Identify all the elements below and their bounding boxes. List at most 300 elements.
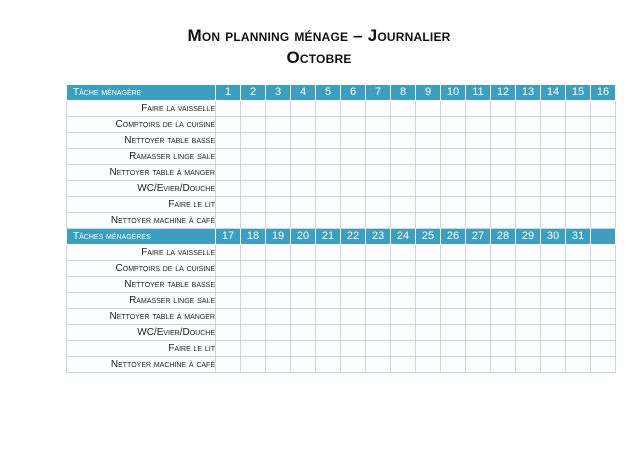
check-cell[interactable] — [241, 149, 266, 165]
task-row — [67, 245, 616, 261]
check-cell[interactable] — [566, 325, 591, 341]
check-cell[interactable] — [566, 101, 591, 117]
check-cell[interactable] — [241, 341, 266, 357]
page-title: Mon planning ménage – Journalier — [187, 26, 451, 45]
check-cell[interactable] — [216, 325, 241, 341]
check-cell[interactable] — [441, 117, 466, 133]
check-cell[interactable] — [216, 181, 241, 197]
check-cell[interactable] — [541, 213, 566, 229]
check-cell[interactable] — [416, 309, 441, 325]
check-cell[interactable] — [591, 293, 616, 309]
check-cell[interactable] — [491, 245, 516, 261]
check-cell[interactable] — [316, 293, 341, 309]
check-cell[interactable] — [491, 181, 516, 197]
check-cell[interactable] — [241, 261, 266, 277]
check-cell[interactable] — [341, 101, 366, 117]
check-cell[interactable] — [566, 245, 591, 261]
check-cell[interactable] — [416, 357, 441, 373]
check-cell[interactable] — [541, 309, 566, 325]
check-cell[interactable] — [291, 181, 316, 197]
check-cell[interactable] — [241, 277, 266, 293]
check-cell[interactable] — [241, 245, 266, 261]
check-cell[interactable] — [491, 293, 516, 309]
check-cell[interactable] — [341, 245, 366, 261]
check-cell[interactable] — [391, 149, 416, 165]
check-cell[interactable] — [316, 341, 341, 357]
check-cell[interactable] — [341, 293, 366, 309]
check-cell[interactable] — [266, 309, 291, 325]
day-header: 10 — [441, 85, 466, 101]
check-cell[interactable] — [366, 245, 391, 261]
check-cell[interactable] — [416, 197, 441, 213]
check-cell[interactable] — [366, 165, 391, 181]
check-cell[interactable] — [441, 293, 466, 309]
check-cell[interactable] — [366, 325, 391, 341]
check-cell[interactable] — [466, 293, 491, 309]
check-cell[interactable] — [441, 197, 466, 213]
task-label: WC/Evier/Douche — [67, 181, 216, 197]
check-cell[interactable] — [291, 309, 316, 325]
check-cell[interactable] — [341, 277, 366, 293]
day-header: 6 — [341, 85, 366, 101]
check-cell[interactable] — [366, 293, 391, 309]
check-cell[interactable] — [341, 133, 366, 149]
check-cell[interactable] — [366, 341, 391, 357]
check-cell[interactable] — [441, 213, 466, 229]
check-cell[interactable] — [466, 261, 491, 277]
check-cell[interactable] — [591, 197, 616, 213]
check-cell[interactable] — [391, 197, 416, 213]
check-cell[interactable] — [416, 245, 441, 261]
day-header: 15 — [566, 85, 591, 101]
check-cell[interactable] — [416, 213, 441, 229]
check-cell[interactable] — [566, 261, 591, 277]
check-cell[interactable] — [591, 261, 616, 277]
check-cell[interactable] — [241, 101, 266, 117]
check-cell[interactable] — [266, 277, 291, 293]
check-cell[interactable] — [466, 117, 491, 133]
check-cell[interactable] — [516, 165, 541, 181]
check-cell[interactable] — [216, 341, 241, 357]
task-label: Nettoyer table à manger — [67, 165, 216, 181]
check-cell[interactable] — [341, 117, 366, 133]
check-cell[interactable] — [591, 245, 616, 261]
check-cell[interactable] — [291, 325, 316, 341]
check-cell[interactable] — [516, 261, 541, 277]
check-cell[interactable] — [391, 277, 416, 293]
check-cell[interactable] — [316, 309, 341, 325]
check-cell[interactable] — [591, 133, 616, 149]
check-cell[interactable] — [541, 181, 566, 197]
check-cell[interactable] — [466, 149, 491, 165]
check-cell[interactable] — [416, 341, 441, 357]
check-cell[interactable] — [366, 357, 391, 373]
check-cell[interactable] — [266, 117, 291, 133]
check-cell[interactable] — [591, 213, 616, 229]
check-cell[interactable] — [516, 101, 541, 117]
task-label: Nettoyer table à manger — [67, 309, 216, 325]
check-cell[interactable] — [491, 261, 516, 277]
check-cell[interactable] — [466, 357, 491, 373]
check-cell[interactable] — [466, 245, 491, 261]
check-cell[interactable] — [516, 293, 541, 309]
check-cell[interactable] — [416, 117, 441, 133]
task-row — [67, 309, 616, 325]
check-cell[interactable] — [466, 181, 491, 197]
check-cell[interactable] — [366, 213, 391, 229]
day-header: 24 — [391, 229, 416, 245]
check-cell[interactable] — [366, 101, 391, 117]
check-cell[interactable] — [391, 245, 416, 261]
check-cell[interactable] — [491, 165, 516, 181]
check-cell[interactable] — [491, 133, 516, 149]
check-cell[interactable] — [216, 261, 241, 277]
check-cell[interactable] — [241, 293, 266, 309]
page-subtitle: Octobre — [286, 48, 352, 67]
check-cell[interactable] — [391, 117, 416, 133]
day-header: 20 — [291, 229, 316, 245]
check-cell[interactable] — [216, 165, 241, 181]
check-cell[interactable] — [441, 101, 466, 117]
check-cell[interactable] — [291, 165, 316, 181]
check-cell[interactable] — [491, 197, 516, 213]
check-cell[interactable] — [391, 133, 416, 149]
check-cell[interactable] — [441, 341, 466, 357]
check-cell[interactable] — [341, 309, 366, 325]
check-cell[interactable] — [241, 213, 266, 229]
check-cell[interactable] — [566, 117, 591, 133]
check-cell[interactable] — [516, 117, 541, 133]
check-cell[interactable] — [316, 133, 341, 149]
check-cell[interactable] — [416, 277, 441, 293]
task-label: Comptoirs de la cuisine — [67, 117, 216, 133]
check-cell[interactable] — [266, 149, 291, 165]
check-cell[interactable] — [516, 325, 541, 341]
task-row — [67, 133, 616, 149]
day-header: 3 — [266, 85, 291, 101]
check-cell[interactable] — [341, 181, 366, 197]
check-cell[interactable] — [266, 101, 291, 117]
day-header: 31 — [566, 229, 591, 245]
check-cell[interactable] — [491, 213, 516, 229]
check-cell[interactable] — [216, 149, 241, 165]
check-cell[interactable] — [516, 341, 541, 357]
check-cell[interactable] — [566, 293, 591, 309]
check-cell[interactable] — [266, 341, 291, 357]
check-cell[interactable] — [241, 197, 266, 213]
check-cell[interactable] — [366, 149, 391, 165]
check-cell[interactable] — [291, 197, 316, 213]
check-cell[interactable] — [491, 357, 516, 373]
check-cell[interactable] — [266, 245, 291, 261]
check-cell[interactable] — [241, 165, 266, 181]
check-cell[interactable] — [216, 197, 241, 213]
check-cell[interactable] — [341, 165, 366, 181]
check-cell[interactable] — [216, 101, 241, 117]
task-row — [67, 261, 616, 277]
check-cell[interactable] — [316, 149, 341, 165]
check-cell[interactable] — [316, 165, 341, 181]
check-cell[interactable] — [491, 117, 516, 133]
check-cell[interactable] — [591, 181, 616, 197]
check-cell[interactable] — [341, 341, 366, 357]
check-cell[interactable] — [291, 357, 316, 373]
check-cell[interactable] — [591, 341, 616, 357]
check-cell[interactable] — [241, 325, 266, 341]
check-cell[interactable] — [541, 197, 566, 213]
task-row — [67, 165, 616, 181]
check-cell[interactable] — [541, 341, 566, 357]
check-cell[interactable] — [541, 133, 566, 149]
check-cell[interactable] — [391, 213, 416, 229]
check-cell[interactable] — [316, 181, 341, 197]
check-cell[interactable] — [441, 133, 466, 149]
check-cell[interactable] — [491, 309, 516, 325]
day-header: 26 — [441, 229, 466, 245]
check-cell[interactable] — [316, 117, 341, 133]
check-cell[interactable] — [341, 197, 366, 213]
check-cell[interactable] — [341, 261, 366, 277]
check-cell[interactable] — [266, 181, 291, 197]
check-cell[interactable] — [266, 165, 291, 181]
check-cell[interactable] — [491, 101, 516, 117]
check-cell[interactable] — [216, 213, 241, 229]
check-cell[interactable] — [216, 117, 241, 133]
task-label: WC/Evier/Douche — [67, 325, 216, 341]
check-cell[interactable] — [391, 341, 416, 357]
check-cell[interactable] — [291, 261, 316, 277]
check-cell[interactable] — [316, 277, 341, 293]
check-cell[interactable] — [391, 101, 416, 117]
check-cell[interactable] — [441, 261, 466, 277]
check-cell[interactable] — [491, 149, 516, 165]
check-cell[interactable] — [441, 309, 466, 325]
check-cell[interactable] — [541, 357, 566, 373]
check-cell[interactable] — [541, 101, 566, 117]
check-cell[interactable] — [491, 325, 516, 341]
day-header: 7 — [366, 85, 391, 101]
check-cell[interactable] — [541, 293, 566, 309]
check-cell[interactable] — [416, 293, 441, 309]
check-cell[interactable] — [291, 149, 316, 165]
check-cell[interactable] — [591, 309, 616, 325]
check-cell[interactable] — [516, 309, 541, 325]
check-cell[interactable] — [541, 117, 566, 133]
check-cell[interactable] — [266, 213, 291, 229]
check-cell[interactable] — [441, 149, 466, 165]
check-cell[interactable] — [416, 133, 441, 149]
check-cell[interactable] — [516, 277, 541, 293]
check-cell[interactable] — [266, 133, 291, 149]
check-cell[interactable] — [541, 277, 566, 293]
day-header: 1 — [216, 85, 241, 101]
check-cell[interactable] — [416, 325, 441, 341]
task-row — [67, 101, 616, 117]
check-cell[interactable] — [591, 101, 616, 117]
check-cell[interactable] — [291, 245, 316, 261]
chore-grid — [66, 84, 616, 373]
day-header: 9 — [416, 85, 441, 101]
check-cell[interactable] — [266, 293, 291, 309]
check-cell[interactable] — [216, 277, 241, 293]
task-row — [67, 117, 616, 133]
check-cell[interactable] — [341, 325, 366, 341]
check-cell[interactable] — [466, 101, 491, 117]
task-label: Faire la vaisselle — [67, 245, 216, 261]
check-cell[interactable] — [391, 325, 416, 341]
check-cell[interactable] — [566, 133, 591, 149]
check-cell[interactable] — [341, 149, 366, 165]
check-cell[interactable] — [366, 277, 391, 293]
check-cell[interactable] — [391, 309, 416, 325]
task-column-header: Tâches ménagères — [67, 229, 216, 245]
check-cell[interactable] — [466, 213, 491, 229]
day-header: 11 — [466, 85, 491, 101]
check-cell[interactable] — [291, 213, 316, 229]
check-cell[interactable] — [291, 101, 316, 117]
check-cell[interactable] — [241, 181, 266, 197]
check-cell[interactable] — [416, 101, 441, 117]
check-cell[interactable] — [566, 197, 591, 213]
day-header: 19 — [266, 229, 291, 245]
check-cell[interactable] — [416, 165, 441, 181]
check-cell[interactable] — [516, 213, 541, 229]
check-cell[interactable] — [566, 341, 591, 357]
check-cell[interactable] — [241, 357, 266, 373]
check-cell[interactable] — [366, 197, 391, 213]
check-cell[interactable] — [216, 309, 241, 325]
check-cell[interactable] — [391, 357, 416, 373]
check-cell[interactable] — [216, 293, 241, 309]
check-cell[interactable] — [591, 325, 616, 341]
task-label: Nettoyer machine à café — [67, 213, 216, 229]
check-cell[interactable] — [316, 261, 341, 277]
check-cell[interactable] — [466, 197, 491, 213]
check-cell[interactable] — [566, 277, 591, 293]
check-cell[interactable] — [516, 149, 541, 165]
check-cell[interactable] — [241, 117, 266, 133]
check-cell[interactable] — [441, 165, 466, 181]
check-cell[interactable] — [391, 293, 416, 309]
check-cell[interactable] — [366, 133, 391, 149]
section-header-row — [67, 229, 616, 245]
check-cell[interactable] — [591, 117, 616, 133]
check-cell[interactable] — [216, 245, 241, 261]
check-cell[interactable] — [391, 181, 416, 197]
check-cell[interactable] — [441, 181, 466, 197]
check-cell[interactable] — [516, 181, 541, 197]
task-label: Faire le lit — [67, 341, 216, 357]
check-cell[interactable] — [416, 261, 441, 277]
task-label: Nettoyer table basse — [67, 277, 216, 293]
task-row — [67, 181, 616, 197]
check-cell[interactable] — [541, 261, 566, 277]
check-cell[interactable] — [466, 309, 491, 325]
task-row — [67, 357, 616, 373]
check-cell[interactable] — [266, 325, 291, 341]
check-cell[interactable] — [241, 133, 266, 149]
check-cell[interactable] — [466, 341, 491, 357]
check-cell[interactable] — [416, 181, 441, 197]
check-cell[interactable] — [266, 261, 291, 277]
check-cell[interactable] — [341, 357, 366, 373]
check-cell[interactable] — [466, 325, 491, 341]
check-cell[interactable] — [366, 261, 391, 277]
check-cell[interactable] — [441, 357, 466, 373]
check-cell[interactable] — [541, 245, 566, 261]
check-cell[interactable] — [441, 277, 466, 293]
check-cell[interactable] — [591, 149, 616, 165]
task-row — [67, 293, 616, 309]
check-cell[interactable] — [566, 309, 591, 325]
check-cell[interactable] — [441, 245, 466, 261]
check-cell[interactable] — [441, 325, 466, 341]
check-cell[interactable] — [391, 165, 416, 181]
day-header: 29 — [516, 229, 541, 245]
day-header: 16 — [591, 85, 616, 101]
check-cell[interactable] — [291, 117, 316, 133]
check-cell[interactable] — [516, 245, 541, 261]
check-cell[interactable] — [316, 213, 341, 229]
task-row — [67, 325, 616, 341]
check-cell[interactable] — [541, 149, 566, 165]
check-cell[interactable] — [266, 197, 291, 213]
check-cell[interactable] — [516, 357, 541, 373]
check-cell[interactable] — [366, 309, 391, 325]
check-cell[interactable] — [266, 357, 291, 373]
check-cell[interactable] — [566, 213, 591, 229]
check-cell[interactable] — [591, 277, 616, 293]
check-cell[interactable] — [291, 293, 316, 309]
task-row — [67, 149, 616, 165]
check-cell[interactable] — [566, 165, 591, 181]
check-cell[interactable] — [491, 277, 516, 293]
check-cell[interactable] — [291, 341, 316, 357]
check-cell[interactable] — [316, 101, 341, 117]
check-cell[interactable] — [316, 245, 341, 261]
check-cell[interactable] — [316, 325, 341, 341]
check-cell[interactable] — [366, 117, 391, 133]
check-cell[interactable] — [316, 357, 341, 373]
check-cell[interactable] — [216, 357, 241, 373]
check-cell[interactable] — [291, 133, 316, 149]
check-cell[interactable] — [391, 261, 416, 277]
check-cell[interactable] — [216, 133, 241, 149]
check-cell[interactable] — [466, 133, 491, 149]
check-cell[interactable] — [566, 149, 591, 165]
check-cell[interactable] — [516, 197, 541, 213]
check-cell[interactable] — [591, 357, 616, 373]
check-cell[interactable] — [366, 181, 391, 197]
check-cell[interactable] — [541, 165, 566, 181]
check-cell[interactable] — [566, 181, 591, 197]
check-cell[interactable] — [566, 357, 591, 373]
check-cell[interactable] — [466, 277, 491, 293]
check-cell[interactable] — [316, 197, 341, 213]
day-header: 22 — [341, 229, 366, 245]
task-row — [67, 197, 616, 213]
check-cell[interactable] — [591, 165, 616, 181]
check-cell[interactable] — [291, 277, 316, 293]
check-cell[interactable] — [516, 133, 541, 149]
task-column-header: Tâche ménagère — [67, 85, 216, 101]
check-cell[interactable] — [416, 149, 441, 165]
check-cell[interactable] — [341, 213, 366, 229]
check-cell[interactable] — [466, 165, 491, 181]
check-cell[interactable] — [541, 325, 566, 341]
check-cell[interactable] — [491, 341, 516, 357]
check-cell[interactable] — [241, 309, 266, 325]
